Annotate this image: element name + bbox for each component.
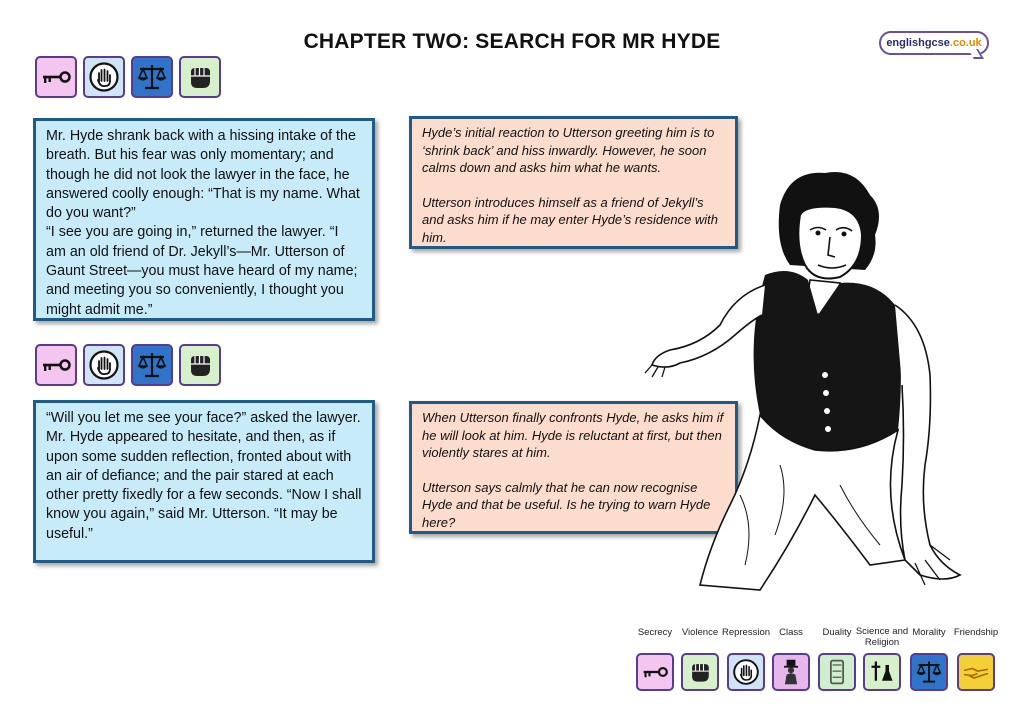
scales-icon <box>131 344 173 386</box>
site-logo[interactable] <box>879 31 989 55</box>
legend-item-science-religion <box>855 608 909 696</box>
fist-icon <box>179 56 221 98</box>
handshake-icon <box>957 653 995 691</box>
logo-text: englishgcse <box>886 37 950 49</box>
scales-icon <box>910 653 948 691</box>
legend-item-repression <box>721 608 771 696</box>
duality-icon <box>818 653 856 691</box>
theme-icon-row-2 <box>35 344 221 386</box>
logo-text-accent: .co.uk <box>949 37 982 49</box>
theme-icon-row-1 <box>35 56 221 98</box>
legend-label: Morality <box>912 627 946 638</box>
legend-label: Secrecy <box>637 627 673 638</box>
legend-label: Friendship <box>953 627 999 638</box>
hand-stop-icon <box>83 56 125 98</box>
note-paragraph: Utterson introduces himself as a friend of Jekyll’s and asks him if he may enter Hyde’s residence with him. <box>422 194 719 245</box>
scales-icon <box>131 56 173 98</box>
legend-item-violence <box>680 608 720 696</box>
key-icon <box>35 344 77 386</box>
quote-paragraph: Mr. Hyde shrank back with a hissing intake of the breath. But his fear was only momentary; and though he did not look the lawyer in the face, he answered coolly enough: “That is my name. What do you want?” <box>46 128 360 222</box>
legend-item-duality <box>817 608 857 696</box>
quote-box-2 <box>33 400 375 563</box>
theme-legend <box>628 608 1008 698</box>
note-paragraph: Utterson says calmly that he can now recognise Hyde and that be useful. Is he trying to warn Hyde here? <box>422 479 711 530</box>
legend-item-friendship <box>953 608 999 696</box>
cross-flask-icon <box>863 653 901 691</box>
quote-paragraph: “Will you let me see your face?” asked the lawyer. <box>46 410 361 426</box>
hand-stop-icon <box>83 344 125 386</box>
legend-item-morality <box>909 608 949 696</box>
hand-stop-icon <box>727 653 765 691</box>
legend-label: Repression <box>721 627 771 638</box>
legend-label: Class <box>779 627 803 638</box>
gentleman-icon <box>772 653 810 691</box>
quote-paragraph: “I see you are going in,” returned the lawyer. “I am an old friend of Dr. Jekyll’s—Mr. Utterson of Gaunt Street—you must have heard of my name; and meeting you so conveniently, I thought you might admit me.” <box>46 224 358 318</box>
legend-label: Duality <box>822 627 852 638</box>
fist-icon <box>179 344 221 386</box>
legend-item-class <box>771 608 811 696</box>
quote-box-1 <box>33 118 375 321</box>
mr-hyde-illustration <box>640 165 970 605</box>
key-icon <box>636 653 674 691</box>
quote-paragraph: Mr. Hyde appeared to hesitate, and then, as if upon some sudden reflection, fronted about with an air of defiance; and the pair stared at each other pretty fixedly for a few seconds. “Now I shall know you again,” said Mr. Utterson. “It may be useful.” <box>46 429 362 542</box>
legend-label: Violence <box>681 627 719 638</box>
key-icon <box>35 56 77 98</box>
note-paragraph: Hyde’s initial reaction to Utterson greeting him is to ‘shrink back’ and hiss inwardly. However, he soon calms down and asks him what he wants. <box>422 125 715 175</box>
legend-label: Science and Religion <box>855 626 909 648</box>
legend-item-secrecy <box>635 608 675 696</box>
fist-icon <box>681 653 719 691</box>
note-paragraph: When Utterson finally confronts Hyde, he asks him if he will look at him. Hyde is reluctant at first, but then violently stares at him. <box>422 410 724 460</box>
page-title: CHAPTER TWO: SEARCH FOR MR HYDE <box>303 30 721 53</box>
